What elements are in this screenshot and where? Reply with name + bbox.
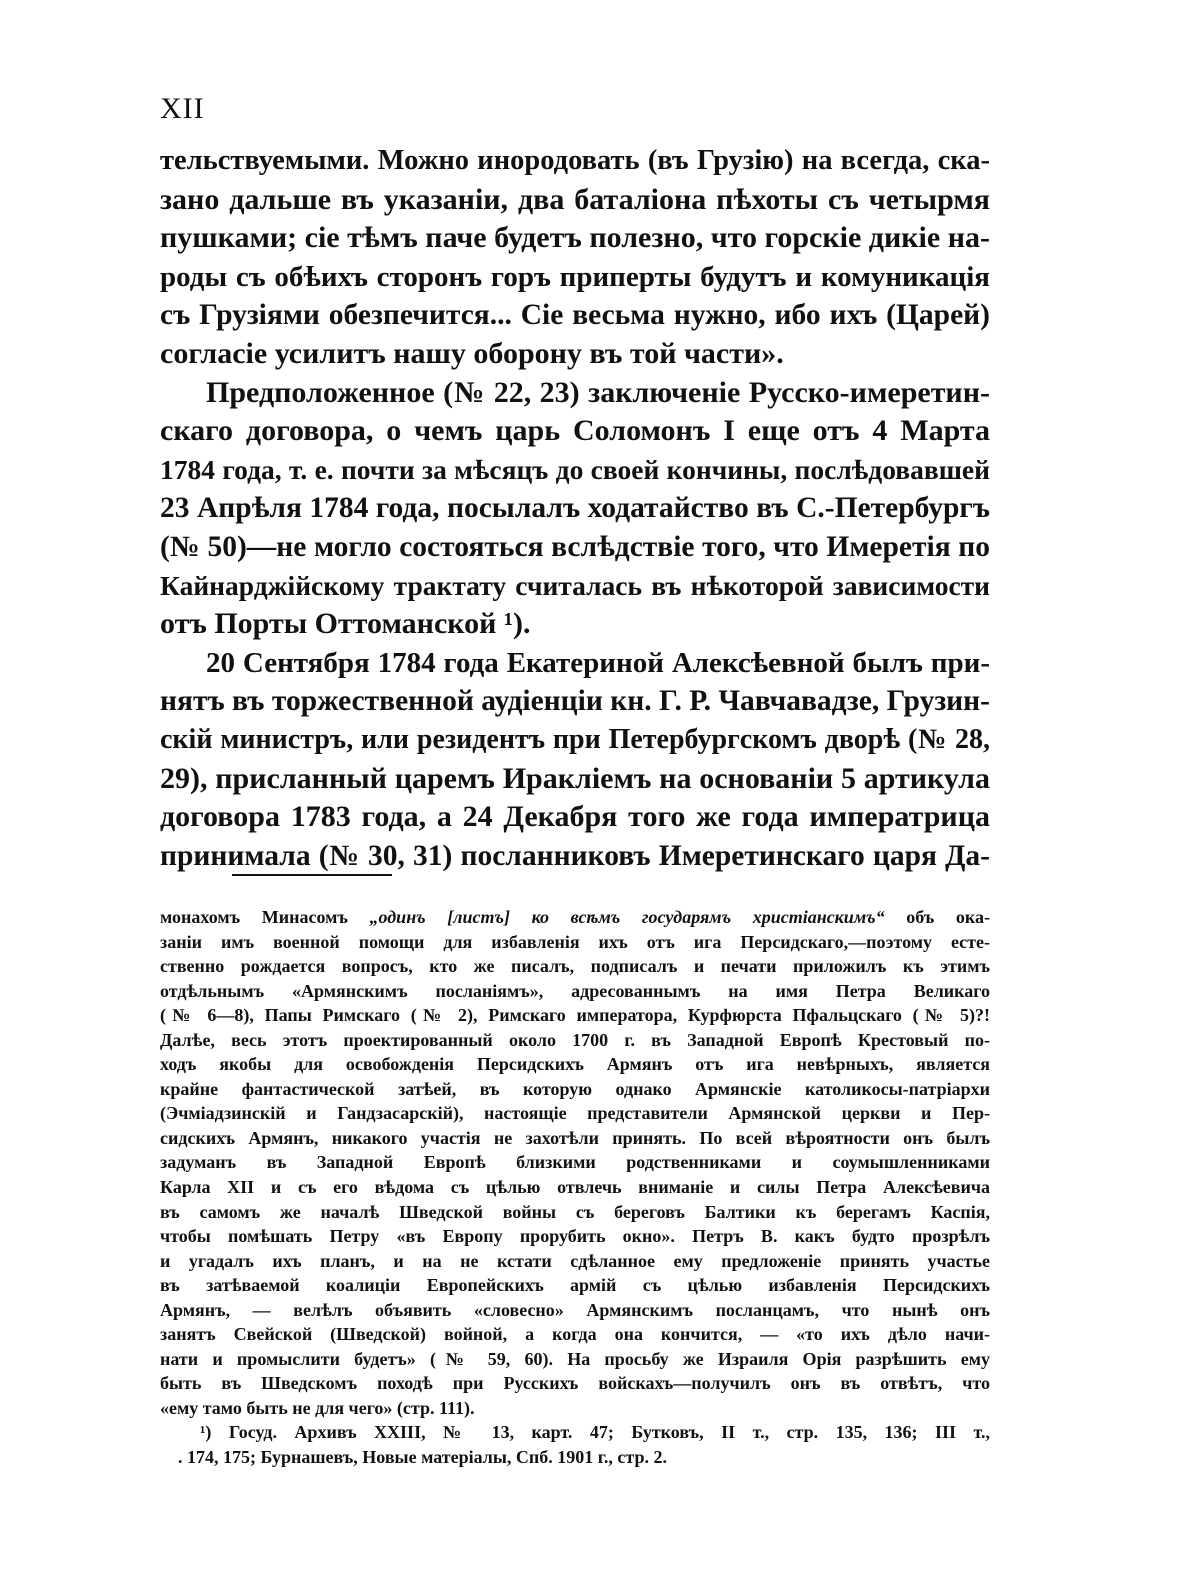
footnotes bbox=[160, 905, 990, 1470]
text-line: съ Грузіями обезпечится... Сіе весьма нужно, ибо ихъ (Царей) bbox=[160, 299, 990, 332]
text-line: скій министръ, или резидентъ при Петербургскомъ дворѣ (№ 28, bbox=[160, 723, 990, 755]
note-line: ходъ якобы для освобожденія Персидскихъ Армянъ отъ ига невѣрныхъ, является bbox=[160, 1054, 990, 1075]
note-line: отдѣльнымъ «Армянскимъ посланіямъ», адресованнымъ на имя Петра Великаго bbox=[160, 980, 990, 1001]
text-line: 23 Апрѣля 1784 года, посылалъ ходатайство въ С.-Петербургъ bbox=[160, 492, 990, 525]
note-line: и угадалъ ихъ планъ, и на не кстати сдѣланное ему предложеніе принять участье bbox=[160, 1250, 990, 1271]
note-text: монахомъ Минасомъ bbox=[160, 907, 348, 927]
text-line: Кайнарджійскому трактату считалась въ нѣкоторой зависимости bbox=[160, 569, 990, 601]
note-line: (№ 6—8), Папы Римскаго (№ 2), Римскаго императора, Курфюрста Пфальцскаго (№ 5)?! bbox=[160, 1005, 990, 1026]
text-line: согласіе усилитъ нашу оборону въ той части». bbox=[160, 336, 784, 370]
note-line: нати и промыслити будетъ» (№ 59, 60). На просьбу же Израиля Орія разрѣшить ему bbox=[160, 1348, 990, 1369]
note-line: Армянъ, — велѣлъ объявить «словесно» Армянскимъ посланцамъ, что нынѣ онъ bbox=[160, 1299, 990, 1320]
note-line: задуманъ въ Западной Европѣ близкими родственниками и соумышленниками bbox=[160, 1152, 990, 1173]
footnote-separator bbox=[232, 874, 392, 876]
text-line: 29), присланный царемъ Иракліемъ на основаніи 5 артикула bbox=[160, 761, 990, 795]
note-quote: „одинъ [листъ] ко всѣмъ государямъ христіанскимъ“ bbox=[369, 907, 885, 927]
note-line: занятъ Свейской (Шведской) войной, а когда она кончится, — «то ихъ дѣло начи- bbox=[160, 1324, 990, 1345]
text-line: скаго договора, о чемъ царь Соломонъ I еще отъ 4 Марта bbox=[160, 414, 990, 448]
note-line: быть въ Шведскомъ походѣ при Русскихъ войскахъ—получилъ онъ въ отвѣтъ, что bbox=[160, 1373, 990, 1394]
note-line: заніи имъ военной помощи для избавленія ихъ отъ ига Персидскаго,—поэтому есте- bbox=[160, 931, 990, 952]
text-line: отъ Порты Оттоманской ¹). bbox=[160, 607, 531, 641]
note-line: въ затѣваемой коалиціи Европейскихъ армій съ цѣлью избавленія Персидскихъ bbox=[160, 1275, 990, 1296]
main-text bbox=[160, 142, 990, 875]
footnote-line: ¹) Госуд. Архивъ XXIII, № 13, карт. 47; Бутковъ, II т., стр. 135, 136; III т., bbox=[200, 1422, 990, 1443]
text-line: зано дальше въ указаніи, два баталіона пѣхоты съ четырмя bbox=[160, 182, 990, 216]
text-line: 1784 года, т. е. почти за мѣсяцъ до своей кончины, послѣдовавшей bbox=[160, 453, 990, 485]
text-line: пушками; сіе тѣмъ паче будетъ полезно, что горскіе дикіе на- bbox=[160, 221, 990, 255]
text-line: 20 Сентября 1784 года Екатериной Алексѣевной былъ при- bbox=[206, 646, 990, 679]
text-line: договора 1783 года, а 24 Декабря того же года императрица bbox=[160, 800, 990, 834]
text-line: тельствуемыми. Можно инородовать (въ Грузію) на всегда, ска- bbox=[160, 145, 990, 176]
note-line: крайне фантастической затѣей, въ которую однако Армянскіе католикосы-патріархи bbox=[160, 1078, 990, 1099]
note-text: объ ока- bbox=[906, 907, 990, 927]
note-line: сидскихъ Армянъ, никакого участія не захотѣли принять. По всей вѣроятности онъ былъ bbox=[160, 1127, 990, 1148]
note-line: Карла XII и съ его вѣдома съ цѣлью отвлечь вниманіе и силы Петра Алексѣевича bbox=[160, 1177, 990, 1198]
text-line: Предположенное (№ 22, 23) заключеніе Русско-имеретин- bbox=[206, 375, 990, 409]
note-line: (Эчміадзинскій и Гандзасарскій), настоящіе представители Армянской церкви и Пер- bbox=[160, 1103, 990, 1124]
note-line: «ему тамо быть не для чего» (стр. 111). bbox=[160, 1397, 475, 1418]
text-line: роды съ обѣихъ сторонъ горъ приперты будутъ и комуникація bbox=[160, 260, 990, 293]
note-line: Далѣе, весь этотъ проектированный около 1700 г. въ Западной Европѣ Крестовый по- bbox=[160, 1029, 990, 1050]
footnote-line: . 174, 175; Бурнашевъ, Новые матеріалы, Спб. 1901 г., стр. 2. bbox=[178, 1447, 667, 1468]
note-line: чтобы помѣшать Петру «въ Европу прорубить окно». Петръ В. какъ будто прозрѣлъ bbox=[160, 1226, 990, 1247]
note-line bbox=[160, 905, 990, 930]
page-number: XII bbox=[160, 92, 205, 125]
text-line: принимала (№ 30, 31) посланниковъ Имеретинскаго царя Да- bbox=[160, 839, 990, 872]
note-line: въ самомъ же началѣ Шведской войны съ береговъ Балтики къ берегамъ Каспія, bbox=[160, 1201, 990, 1222]
text-line: нятъ въ торжественной аудіенціи кн. Г. Р. Чавчавадзе, Грузин- bbox=[160, 685, 990, 718]
note-line: ственно рождается вопросъ, кто же писалъ, подписалъ и печати приложилъ къ этимъ bbox=[160, 956, 990, 977]
text-line: (№ 50)—не могло состояться вслѣдствіе того, что Имеретія по bbox=[160, 530, 990, 563]
